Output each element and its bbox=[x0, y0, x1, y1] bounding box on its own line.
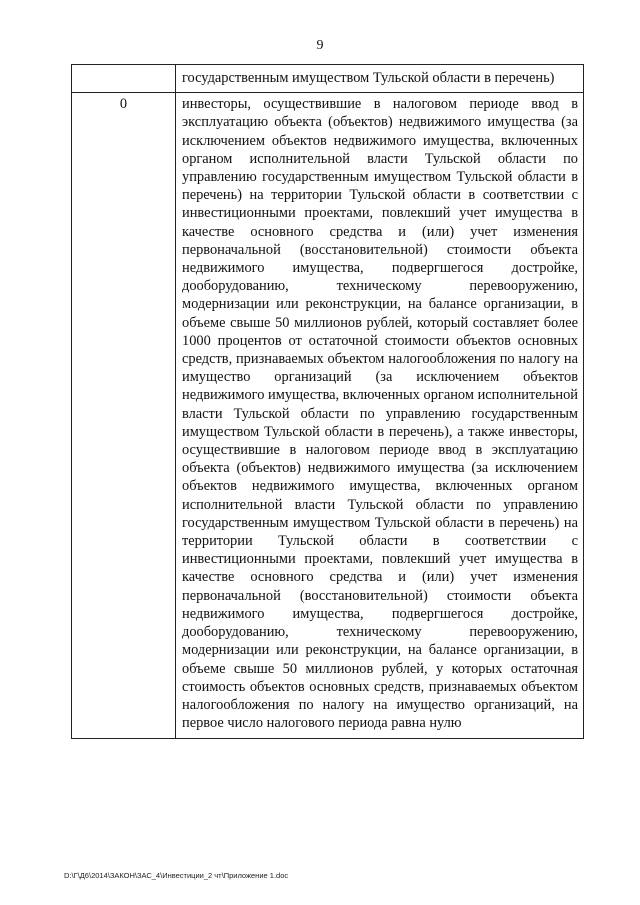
row-number-cell bbox=[72, 65, 176, 93]
document-table bbox=[71, 64, 584, 739]
row-number-cell: 0 bbox=[72, 93, 176, 739]
table-row-main bbox=[72, 93, 584, 739]
row-text-cell: государственным имуществом Тульской области в перечень) bbox=[176, 65, 584, 93]
footer-file-path: D:\Г\Д6\2014\ЗАКОН\ЗАС_4\Инвестиции_2 чт\Приложение 1.doc bbox=[64, 871, 289, 880]
table-row-continuation bbox=[72, 65, 584, 93]
page-number: 9 bbox=[316, 38, 324, 53]
row-text-cell: инвесторы, осуществившие в налоговом периоде ввод в эксплуатацию объекта (объектов) недвижимого имущества (за исключением объектов недвижимого имущества, включенных органом исполнительной власти Тульской области по управлению государственным имуществом Тульской области в перечень) на территории Тульской области в соответствии с инвестиционными проектами, повлекший учет имущества в качестве основного средства и (или) учет изменения первоначальной (восстановительной) стоимости объекта недвижимого имущества, подвергшегося достройке, дооборудованию, техническому перевооружению, модернизации или реконструкции, на балансе организации, в объеме свыше 50 миллионов рублей, который составляет более 1000 процентов от остаточной стоимости объектов основных средств, признаваемых объектом налогообложения по налогу на имущество организаций (за исключением объектов недвижимого имущества, включенных органом исполнительной власти Тульской области по управлению государственным имуществом Тульской области в перечень), а также инвесторы, осуществившие в налоговом периоде ввод в эксплуатацию объекта (объектов) недвижимого имущества (за исключением объектов недвижимого имущества, включенных органом исполнительной власти Тульской области по управлению государственным имуществом Тульской области в перечень) на территории Тульской области в соответствии с инвестиционными проектами, повлекший учет имущества в качестве основного средства и (или) учет изменения первоначальной (восстановительной) стоимости объекта недвижимого имущества, подвергшегося достройке, дооборудованию, техническому перевооружению, модернизации или реконструкции, на балансе организации, в объеме свыше 50 миллионов рублей, у которых остаточная стоимость объектов основных средств, признаваемых объектом налогообложения по налогу на имущество организаций, на первое число налогового периода равна нулю bbox=[176, 93, 584, 739]
